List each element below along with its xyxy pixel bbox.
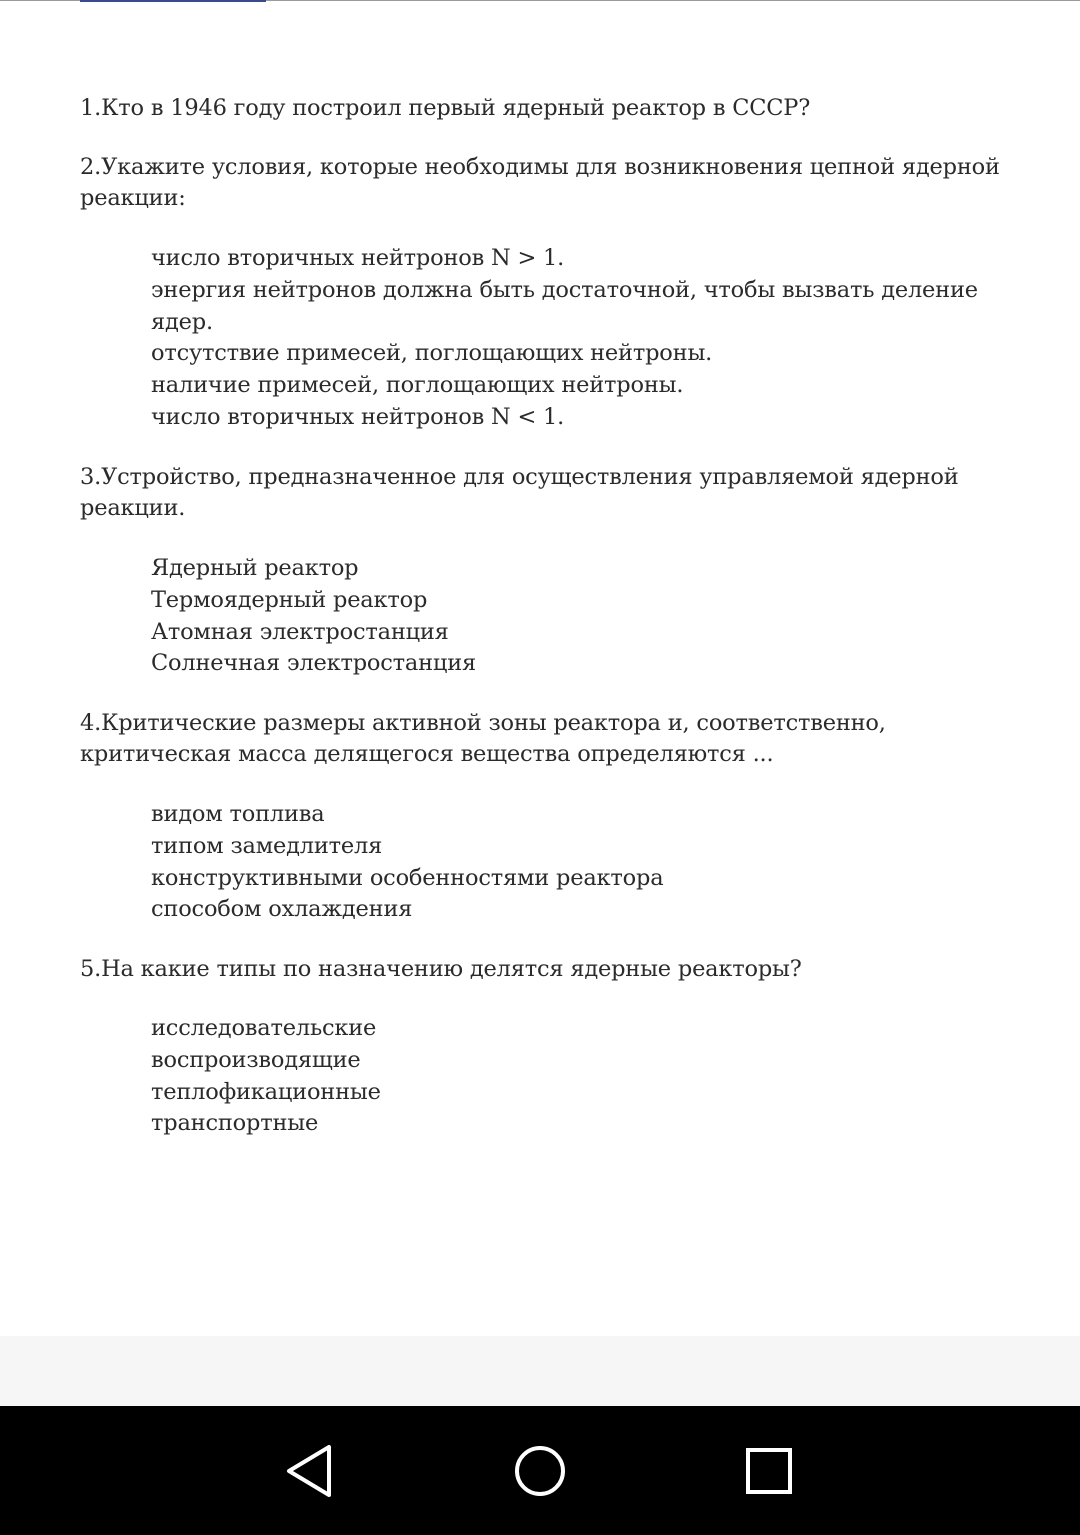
question-5-options <box>151 1013 1031 1140</box>
option: число вторичных нейтронов N > 1. <box>151 245 565 271</box>
home-icon <box>512 1443 568 1499</box>
option: число вторичных нейтронов N < 1. <box>151 403 565 430</box>
option: отсутствие примесей, поглощающих нейтроны. <box>151 340 713 367</box>
question-3: 3.Устройство, предназначенное для осуществления управляемой ядерной реакции. <box>80 464 959 521</box>
option: транспортные <box>151 1110 319 1137</box>
question-2-options <box>151 243 1011 434</box>
question-4: 4.Критические размеры активной зоны реактора и, соответственно, критическая масса делящегося вещества определяются ... <box>80 710 886 767</box>
recents-icon <box>744 1446 794 1496</box>
option: Ядерный реактор <box>151 555 359 581</box>
home-button[interactable] <box>505 1436 575 1506</box>
system-navigation-bar <box>0 1406 1080 1535</box>
option: энергия нейтронов должна быть достаточной, чтобы вызвать деление ядер. <box>151 276 978 335</box>
back-icon <box>283 1443 335 1499</box>
option: исследовательские <box>151 1015 377 1041</box>
option: теплофикационные <box>151 1078 381 1105</box>
top-link-underline <box>80 0 266 2</box>
page-bottom-area <box>0 1336 1080 1406</box>
option: Атомная электростанция <box>151 618 449 645</box>
option: Термоядерный реактор <box>151 586 428 613</box>
question-1: 1.Кто в 1946 году построил первый ядерный реактор в СССР? <box>80 95 811 121</box>
option: воспроизводящие <box>151 1046 361 1073</box>
question-5: 5.На какие типы по назначению делятся ядерные реакторы? <box>80 956 802 982</box>
recents-button[interactable] <box>734 1436 804 1506</box>
question-2: 2.Укажите условия, которые необходимы для возникновения цепной ядерной реакции: <box>80 154 1000 211</box>
option: наличие примесей, поглощающих нейтроны. <box>151 372 684 399</box>
option: способом охлаждения <box>151 896 413 923</box>
question-4-options <box>151 799 1031 926</box>
option: Солнечная электростанция <box>151 650 476 677</box>
option: типом замедлителя <box>151 832 383 859</box>
option: конструктивными особенностями реактора <box>151 864 664 891</box>
back-button[interactable] <box>274 1436 344 1506</box>
option: видом топлива <box>151 801 325 827</box>
question-3-options <box>151 553 1031 680</box>
